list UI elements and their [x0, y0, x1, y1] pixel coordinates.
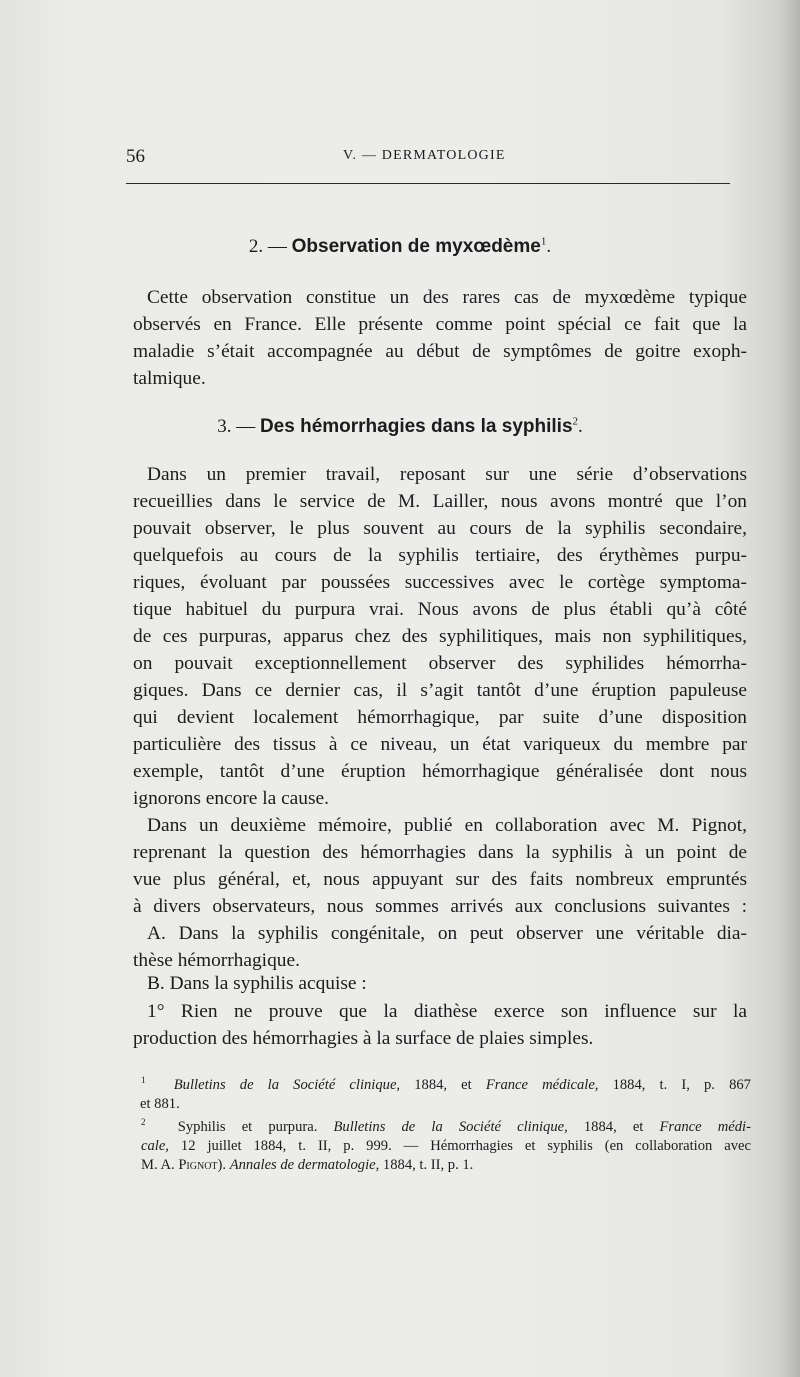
footnote-ref-2[interactable]: 2: [572, 415, 579, 428]
footnote-text: 12 juillet 1884, t. II, p. 999. — Hémorrhagies et syphilis (en collaboration avec: [168, 1138, 751, 1154]
text-line: B. Dans la syphilis acquise :: [147, 973, 367, 994]
text-line: thèse hémorrhagique.: [133, 950, 300, 971]
text-line: pouvait observer, le plus souvent au cours de la syphilis secondaire,: [133, 518, 747, 539]
text-line: talmique.: [133, 368, 206, 389]
text-line: 1° Rien ne prouve que la diathèse exerce son influence sur la: [147, 1001, 747, 1022]
section-2-number: 2. —: [248, 236, 292, 257]
running-head: V. — DERMATOLOGIE: [343, 148, 506, 163]
footnote-2: [141, 1118, 751, 1175]
footnote-ref-1[interactable]: 1: [540, 235, 547, 248]
footnote-text: 1884, et: [400, 1077, 486, 1093]
section-3-heading: [0, 416, 800, 438]
journal-title: Bulletins de la Société clinique,: [333, 1119, 568, 1135]
text-line: particulière des tissus à ce niveau, un état variqueux du membre par: [133, 734, 747, 755]
section-2-period: .: [546, 236, 552, 257]
page-edge-shadow: [778, 0, 800, 1377]
author-name: Pignot: [178, 1157, 218, 1173]
text-line: ignorons encore la cause.: [133, 788, 329, 809]
text-line: production des hémorrhagies à la surface de plaies simples.: [133, 1028, 594, 1049]
footnote-line: [141, 1118, 751, 1137]
text-line: à divers observateurs, nous sommes arrivés aux conclusions suivantes :: [133, 896, 747, 917]
journal-title: Annales de dermatologie,: [229, 1157, 380, 1173]
footnote-mark: 2: [141, 1117, 146, 1128]
section-3-paragraph-1: [133, 461, 747, 812]
footnote-text: Syphilis et purpura.: [177, 1119, 334, 1135]
text-line: vue plus général, et, nous appuyant sur des faits nombreux empruntés: [133, 869, 747, 890]
journal-title: Bulletins de la Société clinique,: [173, 1077, 401, 1093]
section-3-paragraph-4: [133, 970, 747, 997]
section-3-paragraph-2: [133, 812, 747, 920]
text-line: Dans un deuxième mémoire, publié en collaboration avec M. Pignot,: [147, 815, 747, 836]
text-line: de ces purpuras, apparus chez des syphilitiques, mais non syphilitiques,: [133, 626, 747, 647]
text-line: exemple, tantôt d’une éruption hémorrhagique généralisée dont nous: [133, 761, 747, 782]
footnote-line: et 881.: [140, 1096, 180, 1112]
text-line: Cette observation constitue un des rares cas de myxœdème typique: [147, 287, 747, 308]
section-2-title: Observation de myxœdème: [291, 236, 541, 257]
header-rule: [126, 183, 730, 184]
footnote-mark: 1: [141, 1075, 146, 1086]
text-line: A. Dans la syphilis congénitale, on peut observer une véritable dia-: [147, 923, 747, 944]
footnote-line: [141, 1137, 751, 1156]
text-line: tique habituel du purpura vrai. Nous avons de plus établi qu’à côté: [133, 599, 747, 620]
text-line: quelquefois au cours de la syphilis tertiaire, des érythèmes purpu-: [133, 545, 747, 566]
footnote-text: ).: [217, 1157, 230, 1173]
footnote-text: 1884, t. I, p. 867: [598, 1077, 751, 1093]
text-line: qui devient localement hémorrhagique, par suite d’une disposition: [133, 707, 747, 728]
footnote-text: 1884, et: [567, 1119, 660, 1135]
section-3-paragraph-3: [133, 920, 747, 974]
journal-title: France médicale,: [485, 1077, 599, 1093]
section-3-period: .: [578, 416, 583, 437]
footnote-text: 1884, t. II, p. 1.: [379, 1157, 474, 1173]
page-header: [126, 146, 730, 170]
section-2-heading: [0, 236, 800, 258]
text-line: recueillies dans le service de M. Lailler, nous avons montré que l’on: [133, 491, 747, 512]
page-number: 56: [126, 146, 145, 167]
section-3-paragraph-5: [133, 998, 747, 1052]
text-line: observés en France. Elle présente comme point spécial ce fait que la: [133, 314, 747, 335]
text-line: riques, évoluant par poussées successives avec le cortège symptoma-: [133, 572, 747, 593]
text-line: reprenant la question des hémorrhagies dans la syphilis à un point de: [133, 842, 747, 863]
footnote-line: [141, 1156, 751, 1175]
footnote-line: [141, 1076, 751, 1095]
footnote-1: [141, 1076, 751, 1114]
journal-title: cale,: [141, 1138, 169, 1154]
text-line: maladie s’était accompagnée au début de symptômes de goitre exoph-: [133, 341, 747, 362]
text-line: on pouvait exceptionnellement observer des syphilides hémorrha-: [133, 653, 747, 674]
text-line: Dans un premier travail, reposant sur une série d’observations: [147, 464, 747, 485]
journal-title: France médi-: [659, 1119, 751, 1135]
section-2-paragraph: [133, 284, 747, 392]
footnote-text: M. A.: [141, 1157, 179, 1173]
section-3-number: 3. —: [217, 416, 260, 437]
text-line: giques. Dans ce dernier cas, il s’agit tantôt d’une éruption papuleuse: [133, 680, 747, 701]
section-3-title: Des hémorrhagies dans la syphilis: [259, 416, 573, 437]
